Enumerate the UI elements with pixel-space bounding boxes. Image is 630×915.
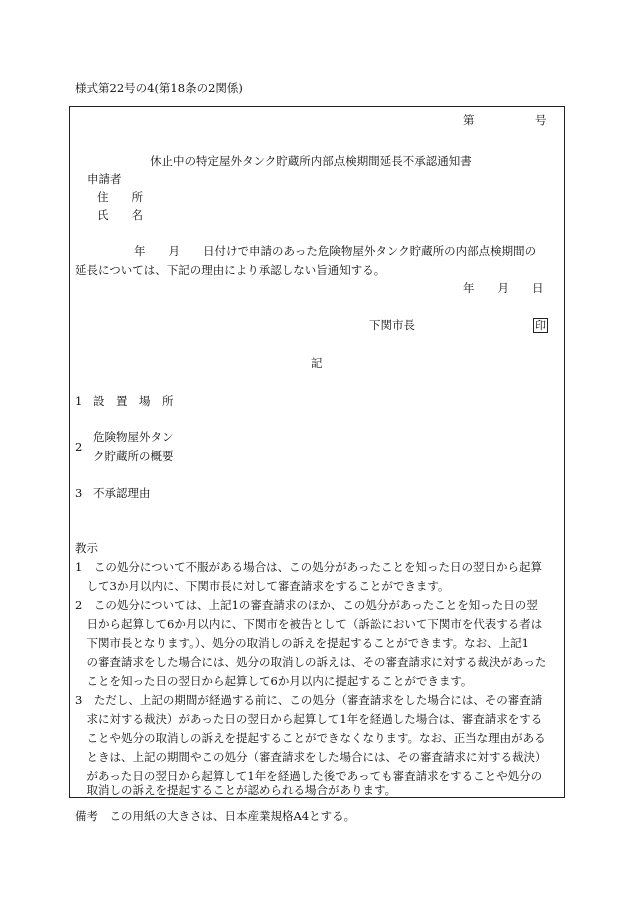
- item-1-number: 1: [75, 394, 83, 408]
- body-text-line-1: 年 月 日付けで申請のあった危険物屋外タンク貯蔵所の内部点検期間の: [134, 244, 537, 258]
- document-title: 休止中の特定屋外タンク貯蔵所内部点検期間延長不承認通知書: [150, 154, 472, 168]
- remark-text: 備考 この用紙の大きさは、日本産業規格A4とする。: [75, 809, 356, 823]
- notice-line: ときは、上記の期間やこの処分（審査請求をした場合には、その審査請求に対する裁決）: [75, 750, 547, 764]
- notice-heading: 教示: [75, 541, 98, 555]
- notice-line: 2 この処分については、上記1の審査請求のほか、この処分があったことを知った日の翌: [75, 598, 538, 612]
- number-prefix: 第: [463, 113, 475, 127]
- issuer-name: 下関市長: [369, 318, 415, 332]
- item-2-label-line-1: 危険物屋外タン: [93, 430, 174, 444]
- notice-line: 1 この処分について不服がある場合は、この処分があったことを知った日の翌日から起算: [75, 560, 542, 574]
- body-text-line-2: 延長については、下記の理由により承認しない旨通知する。: [75, 263, 386, 277]
- applicant-address-label: 住 所: [97, 190, 143, 204]
- applicant-name-label: 氏 名: [97, 208, 143, 222]
- item-1-label: 設 置 場 所: [93, 394, 174, 408]
- notice-line: ことを知った日の翌日から起算して6か月以内に提起することができます。: [75, 674, 473, 688]
- notice-line: して3か月以内に、下関市長に対して審査請求をすることができます。: [75, 579, 450, 593]
- item-2-label-line-2: ク貯蔵所の概要: [93, 449, 174, 463]
- item-2-number: 2: [75, 440, 83, 454]
- number-suffix: 号: [535, 113, 547, 127]
- seal-mark: [533, 318, 548, 333]
- notice-line: ことや処分の取消しの訴えを提起することができなくなります。なお、正当な理由がある: [75, 731, 546, 745]
- notice-line: 求に対する裁決）があった日の翌日から起算して1年を経過した場合は、審査請求をする: [75, 712, 543, 726]
- notice-line: の審査請求をした場合には、処分の取消しの訴えは、その審査請求に対する裁決があった: [75, 655, 547, 669]
- notice-line: 下関市長となります。）、処分の取消しの訴えを提起することができます。なお、上記1: [75, 636, 529, 650]
- item-3-label: 不承認理由: [93, 486, 151, 500]
- notice-line: 日から起算して6か月以内に、下関市を被告として（訴訟において下関市を代表する者は: [75, 617, 543, 631]
- form-number-label: 様式第22号の4(第18条の2関係): [75, 81, 243, 95]
- ki-heading: 記: [311, 356, 323, 370]
- seal-icon: 印: [535, 319, 546, 332]
- notice-line: 3 ただし、上記の期間が経過する前に、この処分（審査請求をした場合には、その審査請: [75, 693, 543, 707]
- notice-line: 取消しの訴えを提起することが認められる場合があります。: [75, 783, 397, 797]
- notice-line: があった日の翌日から起算して1年を経過した後であっても審査請求をすることや処分の: [75, 769, 543, 783]
- notice-date: 年 月 日: [463, 281, 544, 295]
- applicant-heading: 申請者: [87, 172, 122, 186]
- item-3-number: 3: [75, 486, 83, 500]
